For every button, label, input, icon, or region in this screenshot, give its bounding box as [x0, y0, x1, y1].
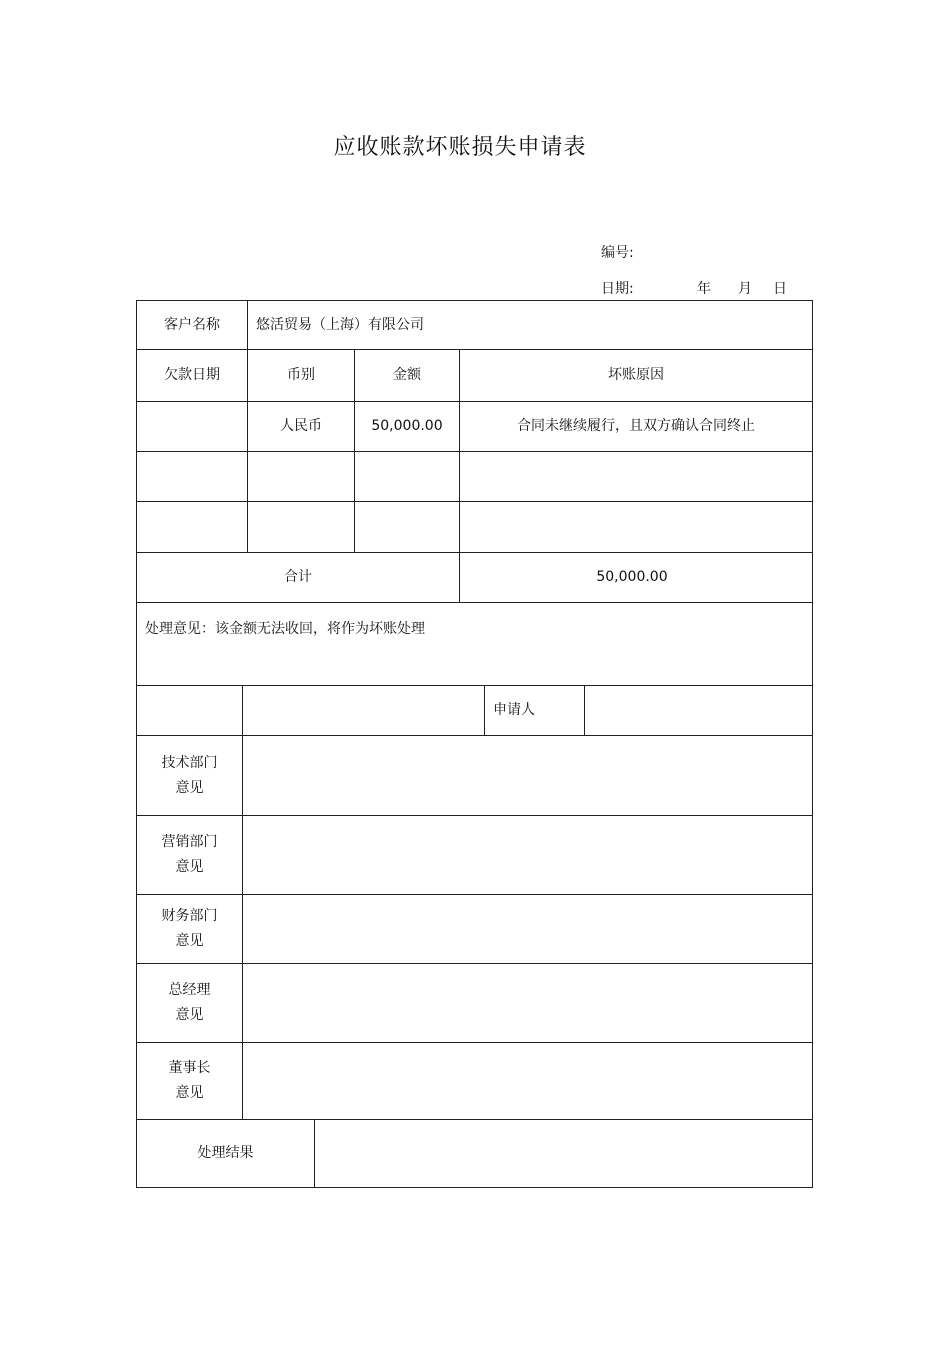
dept-label-line1: 财务部门: [161, 908, 218, 924]
header-amount: 金额: [393, 367, 421, 383]
dept-opinion-marketing[interactable]: [243, 816, 812, 894]
row-reason: [460, 502, 812, 552]
row-currency: [248, 502, 354, 552]
number-label: 编号:: [601, 245, 634, 261]
dept-opinion-finance[interactable]: [243, 895, 812, 963]
row-date: [137, 452, 247, 501]
dept-label-line1: 总经理: [168, 982, 211, 998]
dept-label-line1: 营销部门: [161, 834, 218, 850]
row-currency: 人民币: [280, 418, 322, 434]
dept-opinion-chairman[interactable]: [243, 1043, 812, 1119]
row-amount: [355, 452, 459, 501]
row-reason: [460, 452, 812, 501]
date-year-label: 年: [697, 281, 711, 297]
dept-label-line2: 意见: [175, 933, 204, 949]
total-label: 合计: [284, 569, 312, 585]
applicant-label: 申请人: [493, 702, 535, 718]
row-currency: [248, 452, 354, 501]
customer-label: 客户名称: [164, 316, 220, 333]
row-amount: [355, 502, 459, 552]
total-value: 50,000.00: [596, 569, 668, 585]
applicant-field[interactable]: [585, 686, 812, 735]
page-title: 应收账款坏账损失申请表: [333, 135, 587, 160]
dept-label-line1: 技术部门: [161, 754, 218, 771]
dept-label-gm: [137, 964, 242, 1042]
dept-opinion-tech[interactable]: [243, 736, 812, 815]
dept-label-finance: [137, 895, 242, 963]
dept-label-marketing: [137, 816, 242, 894]
header-reason: 坏账原因: [608, 367, 664, 383]
customer-value: 悠活贸易（上海）有限公司: [256, 316, 424, 333]
date-month-label: 月: [738, 281, 752, 297]
row-date: [137, 502, 247, 552]
date-day-label: 日: [773, 281, 787, 297]
table-border: [136, 1187, 813, 1188]
row-reason: 合同未继续履行，且双方确认合同终止: [517, 418, 755, 434]
dept-label-chairman: [137, 1043, 242, 1119]
dept-label-line2: 意见: [175, 1085, 204, 1101]
row-amount: 50,000.00: [371, 418, 443, 434]
dept-label-line2: 意见: [175, 1007, 204, 1023]
date-label: 日期:: [601, 281, 634, 297]
header-currency: 币别: [287, 367, 315, 383]
dept-label-tech: [137, 736, 242, 815]
dept-opinion-gm[interactable]: [243, 964, 812, 1042]
result-field[interactable]: [315, 1120, 812, 1187]
dept-label-line2: 意见: [175, 859, 204, 875]
handling-opinion: 处理意见：该金额无法收回，将作为坏账处理: [145, 621, 425, 637]
result-label: 处理结果: [197, 1145, 254, 1161]
header-date: 欠款日期: [164, 367, 220, 383]
dept-label-line2: 意见: [175, 779, 204, 796]
dept-label-line1: 董事长: [168, 1060, 211, 1076]
table-border: [812, 300, 813, 1188]
row-date: [137, 402, 247, 451]
